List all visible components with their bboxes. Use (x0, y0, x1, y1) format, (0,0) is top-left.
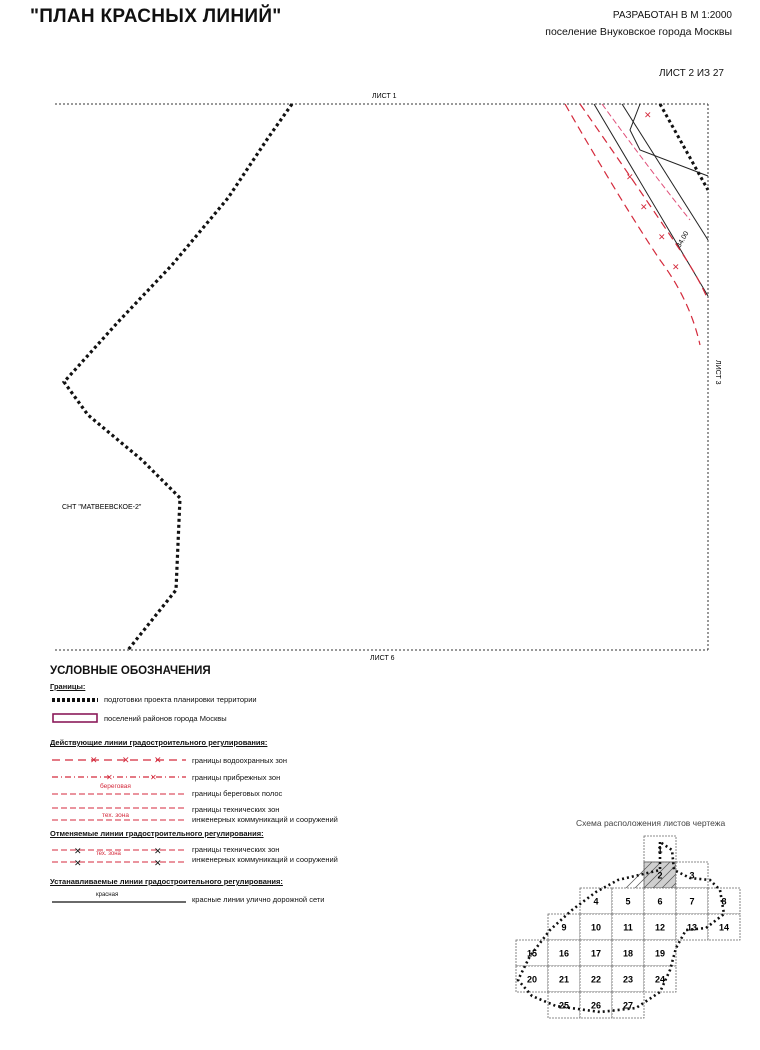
water-protection-zones (565, 104, 708, 345)
legend-cancelled-1: границы технических зон (192, 845, 280, 854)
scheme-sheet-number: 11 (623, 922, 633, 933)
scheme-sheet-number: 22 (590, 974, 602, 985)
scheme-sheet-number: 17 (590, 948, 602, 959)
legend-boundary-samples (50, 694, 100, 734)
scheme-sheet-number: 12 (654, 922, 666, 933)
scheme-sheet-number: 15 (526, 948, 538, 959)
sheet-label-bottom: ЛИСТ 6 (370, 655, 395, 662)
sheet-index-scheme (510, 830, 742, 1030)
svg-text:✕: ✕ (154, 846, 162, 856)
svg-text:✕: ✕ (154, 858, 162, 868)
legend-boundary-2: поселений районов города Москвы (104, 714, 227, 723)
scheme-sheet-number: 1 (657, 844, 663, 855)
svg-text:✕: ✕ (74, 858, 82, 868)
scheme-sheet-number: 8 (721, 896, 727, 907)
svg-text:✕: ✕ (644, 110, 652, 120)
planning-boundary-line (64, 104, 292, 650)
page-title: "ПЛАН КРАСНЫХ ЛИНИЙ" (30, 6, 282, 27)
legend-cancelled-sample: тех. зона (96, 851, 121, 857)
legend-sample-techzone: тех. зона (102, 812, 129, 819)
scheme-title: Схема расположения листов чертежа (576, 818, 726, 828)
legend-current-5: инженерных коммуникаций и сооружений (192, 815, 338, 824)
scheme-sheet-number: 16 (558, 948, 570, 959)
scheme-sheet-number: 25 (558, 1000, 570, 1011)
scheme-sheet-number: 2 (657, 870, 663, 881)
dimension-label: 34.00 (675, 230, 691, 249)
scheme-sheet-number: 21 (558, 974, 570, 985)
legend-established-sample (50, 896, 190, 906)
legend-current-2: границы прибрежных зон (192, 773, 281, 782)
svg-text:✕: ✕ (672, 262, 680, 272)
legend-title: УСЛОВНЫЕ ОБОЗНАЧЕНИЯ (50, 665, 211, 677)
svg-text:✕: ✕ (122, 755, 130, 765)
scheme-sheet-number: 26 (590, 1000, 602, 1011)
svg-text:✕: ✕ (90, 755, 98, 765)
scheme-sheet-number: 10 (590, 922, 602, 933)
legend-established-1: красные линии улично дорожной сети (192, 895, 325, 904)
svg-text:✕: ✕ (150, 773, 157, 782)
legend-sample-coastal: береговая (100, 783, 131, 790)
scheme-sheet-number: 14 (718, 922, 730, 933)
scheme-sheet-number: 24 (654, 974, 666, 985)
scale-note: РАЗРАБОТАН В М 1:2000 (612, 10, 732, 21)
scheme-sheet-number: 18 (622, 948, 634, 959)
legend (50, 665, 370, 677)
legend-current-3: границы береговых полос (192, 789, 283, 798)
sheet-label-right: ЛИСТ 3 (714, 360, 721, 385)
legend-established-heading: Устанавливаемые линии градостроительного регулирования: (50, 877, 283, 886)
legend-boundary-1: подготовки проекта планировки территории (104, 695, 257, 704)
scheme-sheet-number: 27 (622, 1000, 634, 1011)
place-label: СНТ "МАТВЕЕВСКОЕ-2" (62, 504, 142, 511)
scheme-sheet-number: 13 (686, 922, 698, 933)
legend-boundaries-heading: Границы: (50, 682, 86, 691)
scheme-sheet-number: 9 (561, 922, 567, 933)
scheme-sheet-number: 19 (654, 948, 666, 959)
svg-text:✕: ✕ (106, 773, 113, 782)
scheme-sheet-number: 6 (657, 896, 663, 907)
svg-text:✕: ✕ (626, 172, 634, 182)
settlement-name: поселение Внуковское города Москвы (545, 26, 732, 38)
svg-text:✕: ✕ (154, 755, 162, 765)
svg-text:✕: ✕ (658, 232, 666, 242)
legend-cancelled-heading: Отменяемые линии градостроительного регулирования: (50, 829, 264, 838)
svg-text:✕: ✕ (640, 202, 648, 212)
legend-current-4: границы технических зон (192, 805, 280, 814)
scheme-sheet-number: 7 (689, 896, 695, 907)
legend-cancelled-2: инженерных коммуникаций и сооружений (192, 855, 338, 864)
sheet-label-top: ЛИСТ 1 (372, 93, 397, 100)
scheme-sheet-number: 23 (622, 974, 634, 985)
scheme-sheet-number: 20 (526, 974, 538, 985)
scheme-sheet-number: 4 (593, 896, 599, 907)
scheme-sheet-number: 3 (689, 870, 695, 881)
svg-text:✕: ✕ (74, 846, 82, 856)
legend-current-heading: Действующие линии градостроительного регулирования: (50, 738, 268, 747)
scheme-sheet-number: 5 (625, 896, 631, 907)
legend-current-1: границы водоохранных зон (192, 756, 287, 765)
sheet-count: ЛИСТ 2 ИЗ 27 (659, 68, 724, 79)
legend-established-sample-text: красная (96, 892, 119, 898)
